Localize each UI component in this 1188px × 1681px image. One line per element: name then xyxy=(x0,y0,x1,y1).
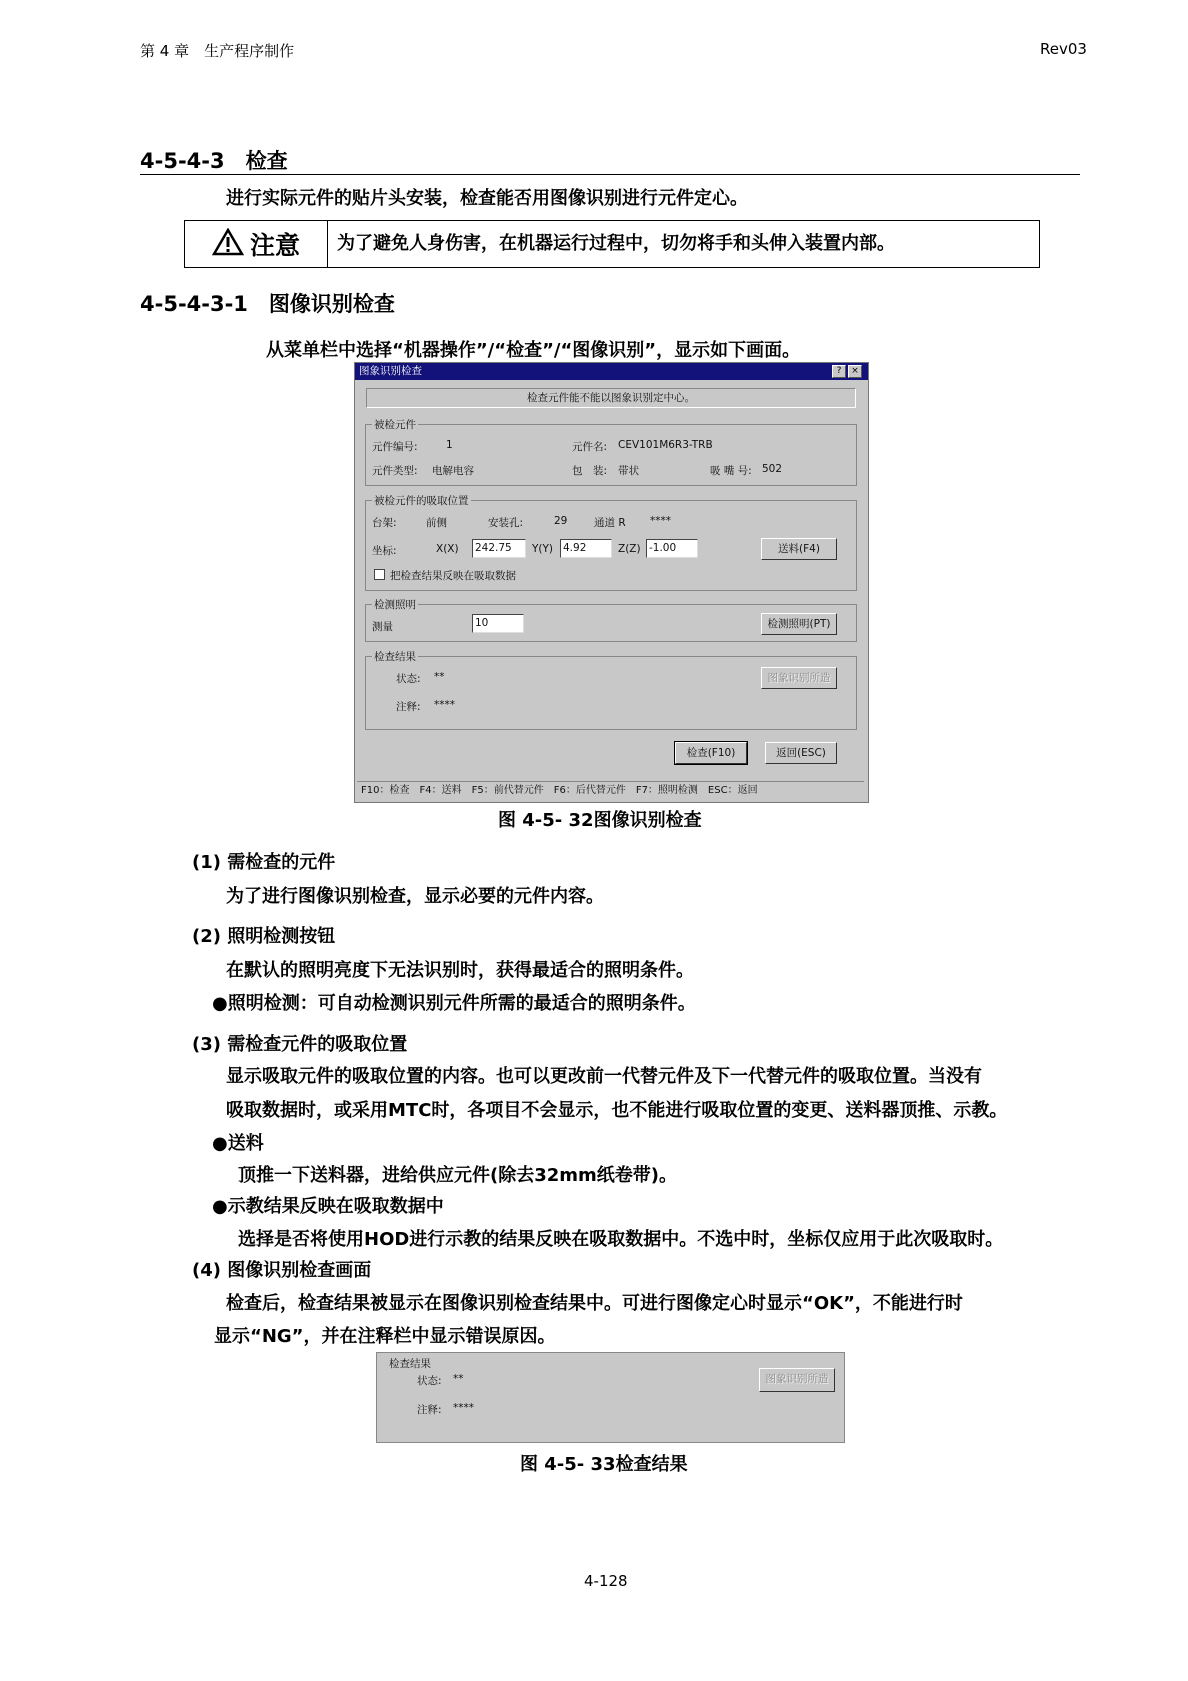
item-3-bullet-2: ●示教结果反映在吸取数据中 xyxy=(212,1196,444,1217)
package-value: 带状 xyxy=(618,465,639,477)
result-note-value: **** xyxy=(453,1402,474,1414)
y-label: Y(Y) xyxy=(532,543,554,555)
item-3-bullet-1-text: 顶推一下送料器，进给供应元件(除去32mm纸卷带)。 xyxy=(238,1165,678,1186)
table-label: 台架: xyxy=(372,517,397,529)
result-group-label: 检查结果 xyxy=(374,651,416,663)
nozzle-label: 吸 嘴 号: xyxy=(710,465,752,477)
result-status-value: ** xyxy=(453,1373,464,1385)
pick-position-group xyxy=(365,495,857,591)
figure-32-caption: 图 4-5- 32图像识别检查 xyxy=(498,810,702,831)
vision-check-dialog xyxy=(354,362,869,803)
item-4-title: (4) 图像识别检查画面 xyxy=(192,1260,372,1281)
dialog-statusbar: F10：检查 F4：送料 F5：前代替元件 F6：后代替元件 F7：照明检测 ESC：返回 xyxy=(357,781,864,798)
page-number: 4-128 xyxy=(584,1572,628,1590)
y-coordinate-input[interactable]: 4.92 xyxy=(560,539,612,558)
result-figure xyxy=(376,1352,845,1443)
warning-icon xyxy=(212,228,244,260)
caution-box xyxy=(184,220,1040,268)
caution-label-cell xyxy=(185,221,328,267)
part-no-label: 元件编号: xyxy=(372,441,418,453)
hole-value: 29 xyxy=(554,515,568,527)
item-2-text: 在默认的照明亮度下无法识别时，获得最适合的照明条件。 xyxy=(226,960,694,981)
section-intro: 进行实际元件的贴片头安装，检查能否用图像识别进行元件定心。 xyxy=(226,188,748,209)
light-detect-button[interactable]: 检测照明(PT) xyxy=(761,613,837,635)
item-3-text-1: 显示吸取元件的吸取位置的内容。也可以更改前一代替元件及下一代替元件的吸取位置。当没有 xyxy=(226,1066,982,1087)
package-label: 包 装: xyxy=(572,465,608,477)
result-status-label: 状态: xyxy=(417,1375,442,1387)
status-label: 状态: xyxy=(396,673,421,685)
part-type-label: 元件类型: xyxy=(372,465,418,477)
part-name-value: CEV101M6R3-TRB xyxy=(618,439,713,451)
note-label: 注释: xyxy=(396,701,421,713)
help-button[interactable]: ? xyxy=(832,365,846,378)
x-label: X(X) xyxy=(436,543,459,555)
light-group-label: 检测照明 xyxy=(374,599,416,611)
item-3-text-2: 吸取数据时，或采用MTC时，各项目不会显示，也不能进行吸取位置的变更、送料器顶推、示教。 xyxy=(226,1100,1008,1121)
result-figure-label: 检查结果 xyxy=(389,1358,431,1370)
item-2-title: (2) 照明检测按钮 xyxy=(192,926,336,947)
part-name-label: 元件名: xyxy=(572,441,608,453)
result-note-label: 注释: xyxy=(417,1404,442,1416)
lane-value: **** xyxy=(650,515,671,527)
item-4-text-2: 显示“NG”，并在注释栏中显示错误原因。 xyxy=(214,1326,556,1347)
item-1-title: (1) 需检查的元件 xyxy=(192,852,336,873)
measure-input[interactable]: 10 xyxy=(472,614,524,633)
note-value: **** xyxy=(434,699,455,711)
section-divider xyxy=(140,174,1080,175)
item-4-text-1: 检查后，检查结果被显示在图像识别检查结果中。可进行图像定心时显示“OK”，不能进行时 xyxy=(226,1293,963,1314)
part-no-value: 1 xyxy=(446,439,453,451)
part-type-value: 电解电容 xyxy=(432,465,474,477)
dialog-message: 检查元件能不能以图象识别定中心。 xyxy=(366,388,856,408)
dialog-titlebar xyxy=(355,363,868,380)
hole-label: 安装孔: xyxy=(488,517,524,529)
item-3-bullet-2-text: 选择是否将使用HOD进行示教的结果反映在吸取数据中。不选中时，坐标仅应用于此次吸取时。 xyxy=(238,1229,1004,1250)
coord-label: 坐标: xyxy=(372,545,397,557)
x-coordinate-input[interactable]: 242.75 xyxy=(472,539,526,558)
reflect-checkbox[interactable] xyxy=(374,569,385,580)
caution-label: 注意 xyxy=(249,231,300,260)
z-coordinate-input[interactable]: -1.00 xyxy=(646,539,698,558)
subsection-title: 4-5-4-3-1 图像识别检查 xyxy=(140,292,395,316)
item-2-bullet: ●照明检测：可自动检测识别元件所需的最适合的照明条件。 xyxy=(212,993,696,1014)
item-1-text: 为了进行图像识别检查，显示必要的元件内容。 xyxy=(226,886,604,907)
subsection-intro: 从菜单栏中选择“机器操作”/“检查”/“图像识别”，显示如下画面。 xyxy=(266,340,801,361)
feed-button[interactable]: 送料(F4) xyxy=(761,538,837,560)
z-label: Z(Z) xyxy=(618,543,641,555)
part-group-label: 被检元件 xyxy=(374,419,416,431)
table-value: 前侧 xyxy=(426,517,447,529)
result-group xyxy=(365,651,857,730)
chapter-header: 第 4 章 生产程序制作 xyxy=(140,42,295,60)
figure-33-caption: 图 4-5- 33检查结果 xyxy=(520,1454,688,1475)
pick-group-label: 被检元件的吸取位置 xyxy=(374,495,469,507)
measure-label: 测量 xyxy=(372,621,393,633)
part-group xyxy=(365,419,857,486)
nozzle-value: 502 xyxy=(762,463,783,475)
lane-label: 通道 R xyxy=(594,517,626,529)
status-value: ** xyxy=(434,671,445,683)
close-button[interactable]: × xyxy=(848,365,862,378)
item-3-bullet-1: ●送料 xyxy=(212,1133,264,1154)
lighting-group xyxy=(365,599,857,642)
caution-text: 为了避免人身伤害，在机器运行过程中，切勿将手和头伸入装置内部。 xyxy=(337,233,895,254)
result-vision-button[interactable]: 图象识别所造 xyxy=(759,1368,835,1392)
return-button[interactable]: 返回(ESC) xyxy=(765,742,837,764)
check-button[interactable]: 检查(F10) xyxy=(675,742,747,764)
reflect-checkbox-label: 把检查结果反映在吸取数据 xyxy=(390,570,516,582)
vision-result-button[interactable]: 图象识别所造 xyxy=(761,667,837,689)
section-title: 4-5-4-3 检查 xyxy=(140,149,288,173)
dialog-title: 图象识别检查 xyxy=(359,365,422,377)
revision-label: Rev03 xyxy=(1040,40,1087,58)
item-3-title: (3) 需检查元件的吸取位置 xyxy=(192,1034,408,1055)
